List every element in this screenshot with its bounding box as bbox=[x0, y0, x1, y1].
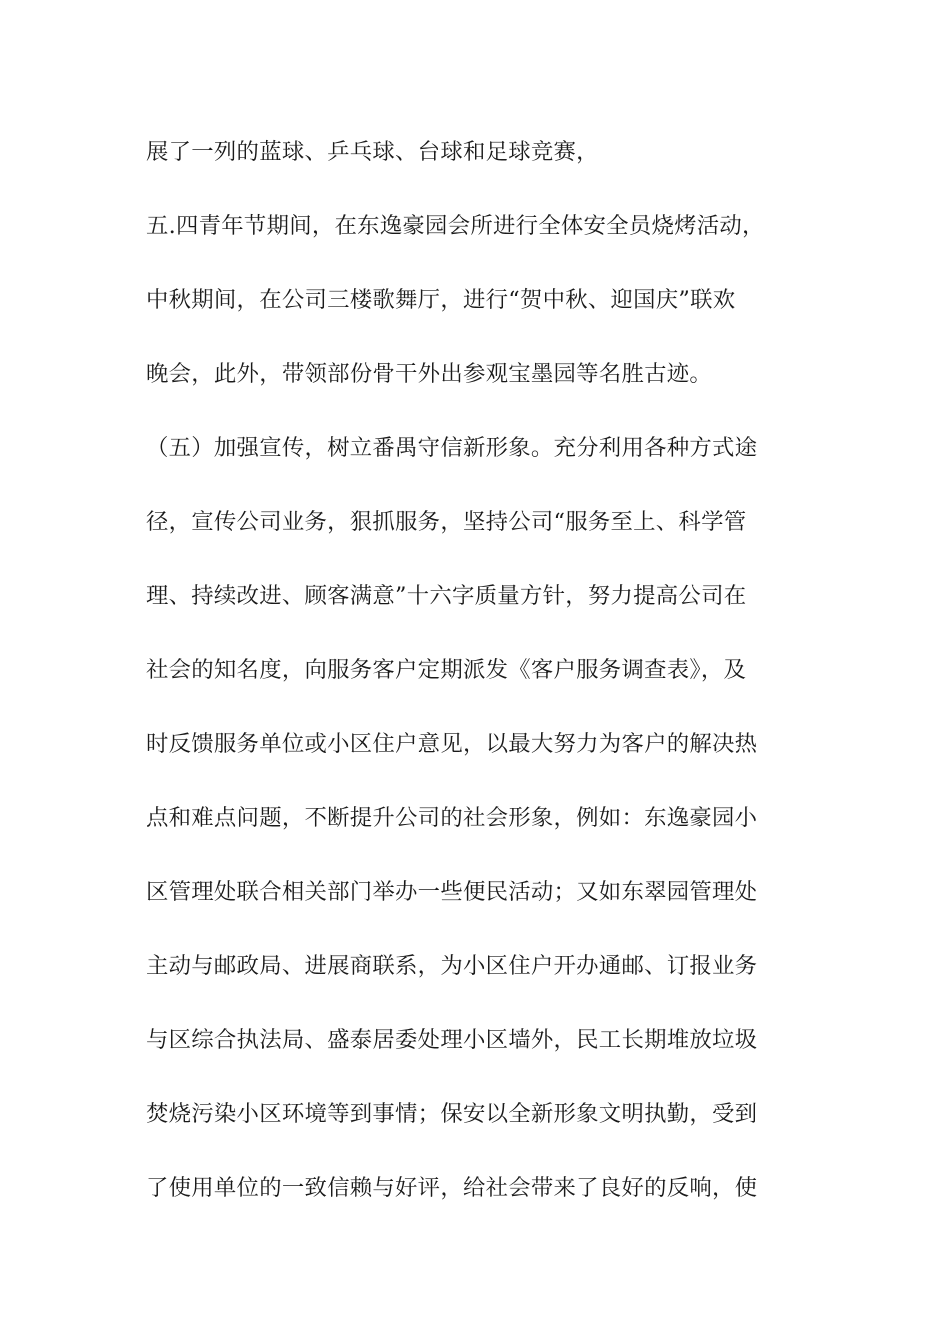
text-line: 焚烧污染小区环境等到事情；保安以全新形象文明执勤，受到 bbox=[146, 1101, 758, 1127]
text-line: 了使用单位的一致信赖与好评，给社会带来了良好的反响，使 bbox=[146, 1175, 758, 1201]
text-line: 径，宣传公司业务，狠抓服务，坚持公司“服务至上、科学管 bbox=[146, 509, 747, 535]
text-line: 时反馈服务单位或小区住户意见，以最大努力为客户的解决热 bbox=[146, 731, 758, 757]
section-heading-line: （五）加强宣传，树立番禺守信新形象。充分利用各种方式途 bbox=[146, 435, 758, 461]
text-line: 社会的知名度，向服务客户定期派发《客户服务调查表》，及 bbox=[146, 657, 747, 683]
text-line: 理、持续改进、顾客满意”十六字质量方针，努力提高公司在 bbox=[146, 583, 747, 609]
text-line: 区管理处联合相关部门举办一些便民活动；又如东翠园管理处 bbox=[146, 879, 758, 905]
text-line: 五.四青年节期间，在东逸豪园会所进行全体安全员烧烤活动， bbox=[146, 213, 765, 239]
text-line: 点和难点问题，不断提升公司的社会形象，例如：东逸豪园小 bbox=[146, 805, 758, 831]
text-line: 晚会，此外，带领部份骨干外出参观宝墨园等名胜古迹。 bbox=[146, 361, 713, 387]
text-line: 与区综合执法局、盛泰居委处理小区墙外，民工长期堆放垃圾 bbox=[146, 1027, 758, 1053]
text-line: 中秋期间，在公司三楼歌舞厅，进行“贺中秋、迎国庆”联欢 bbox=[146, 287, 736, 313]
text-line: 展了一列的蓝球、乒乓球、台球和足球竞赛， bbox=[146, 139, 599, 165]
text-line: 主动与邮政局、进展商联系，为小区住户开办通邮、订报业务 bbox=[146, 953, 758, 979]
